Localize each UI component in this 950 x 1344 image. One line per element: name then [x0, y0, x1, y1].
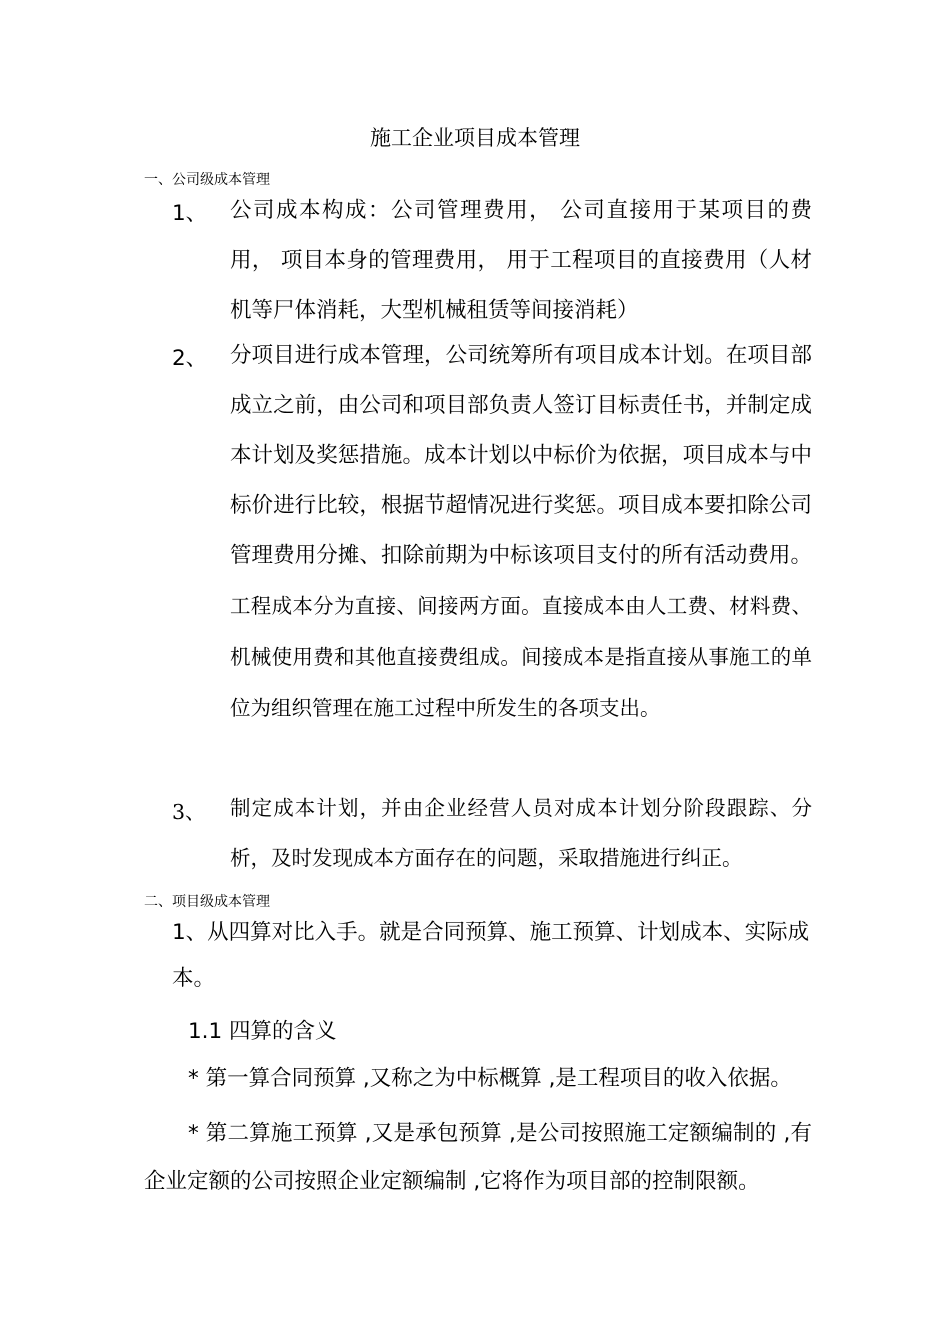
list-item-text-part-a: 分项目进行成本管理，公司统筹所有项目成本计划。在项目部成立之前，由公司和项目部负责人签订目标责任书，并制定成本计划及奖惩措施。成本计划以中标价为依据，项目成本与中标价进行比较，根据节超情况进行奖惩。项目成本要扣除公司管理费用分摊、扣除前期为中标该项目支付的所有活动费用。	[230, 343, 812, 568]
subheading-four-estimates-meaning: 1.1 四算的含义	[188, 1019, 337, 1044]
section-heading-project: 二、项目级成本管理	[144, 894, 270, 910]
list-item-2	[172, 331, 812, 734]
list-item-number: 2、	[172, 346, 208, 371]
list-item-3	[172, 783, 812, 883]
list-item-text: 制定成本计划，并由企业经营人员对成本计划分阶段跟踪、分析，及时发现成本方面存在的问题，采取措施进行纠正。	[230, 796, 812, 870]
paragraph-second-estimate: * 第二算施工预算 ,又是承包预算 ,是公司按照施工定额编制的 ,有企业定额的公司按照企业定额编制 ,它将作为项目部的控制限额。	[144, 1121, 812, 1194]
list-item-text: 公司成本构成：公司管理费用， 公司直接用于某项目的费用， 项目本身的管理费用， 用于工程项目的直接费用（人材机等尸体消耗，大型机械租赁等间接消耗）	[230, 198, 812, 323]
list-item-text	[230, 331, 812, 734]
list-item-number: 3、	[172, 800, 206, 824]
paragraph-four-estimates: 1、从四算对比入手。就是合同预算、施工预算、计划成本、实际成本。	[172, 920, 810, 991]
paragraph-first-estimate: * 第一算合同预算 ,又称之为中标概算 ,是工程项目的收入依据。	[188, 1066, 792, 1091]
document-title: 施工企业项目成本管理	[370, 126, 580, 150]
list-item-1	[172, 186, 812, 336]
list-item-text-part-b: 工程成本分为直接、间接两方面。直接成本由人工费、材料费、机械使用费和其他直接费组成。间接成本是指直接从事施工的单位为组织管理在施工过程中所发生的各项支出。	[230, 594, 812, 720]
list-item-number: 1、	[172, 201, 208, 226]
section-heading-company: 一、公司级成本管理	[144, 172, 270, 188]
